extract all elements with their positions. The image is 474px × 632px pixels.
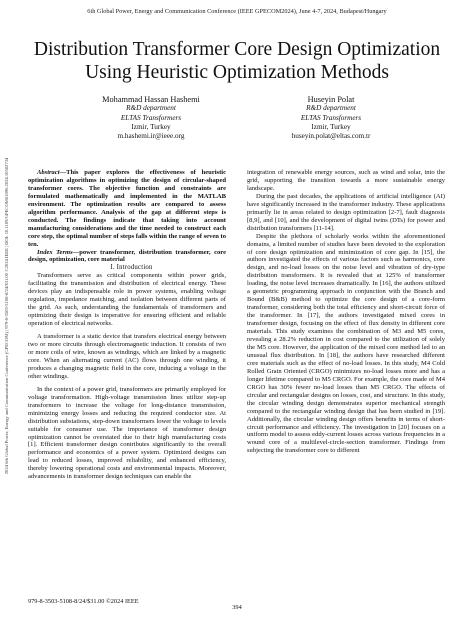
footer-copyright: 979-8-3503-5108-8/24/$31.00 ©2024 IEEE [28, 598, 139, 605]
author-department: R&D department [306, 104, 356, 113]
author-email[interactable]: m.hashemi.ir@ieee.org [117, 132, 185, 141]
abstract-label: Abstract [37, 169, 60, 176]
author-name: Mohammad Hassan Hashemi [102, 95, 200, 104]
side-citation-text: 2024 6th Global Power, Energy and Communication Conference (GPECOM) | 979-8-3503-5108-8/24/$31.00 ©2024 IEEE | DOI: 10.1109/GPECOM61896.2024.10582734 [4, 157, 9, 475]
abstract-text: —This paper explores the effectiveness of heuristic optimization algorithms in optimizing the design of circular-shaped transformer cores. The objective function and constraints are formulated mathematically and implemented in the MATLAB environment. The optimization results are compared to assess algorithm performance. Analysis of the gap at different steps is conducted. The findings indicate that taking into account manufacturing considerations and the time needed to construct each core step, the optimal number of steps falls within the range of seven to ten. [28, 169, 226, 248]
abstract [28, 169, 226, 249]
left-column [28, 169, 226, 481]
author-name: Huseyin Polat [307, 95, 355, 104]
paragraph: Transformers serve as critical components within power grids, facilitating the transmission and distribution of electrical energy. These devices play an indispensable role in power systems, enabling voltage regulation, impedance matching, and isolation between different parts of the grid. As such, understanding the fundamentals of transformers and optimizing their design is imperative for ensuring efficient and reliable operation of electrical networks. [28, 272, 226, 328]
author-organization: ELTAS Transformers [300, 113, 362, 122]
author-department: R&D department [126, 104, 176, 113]
right-column [247, 169, 445, 455]
index-terms [28, 249, 226, 265]
index-terms-label: Index Terms [37, 248, 73, 256]
paragraph: During the past decades, the applications of artificial intelligence (AI) have significantly increased in the transformer industry. These applications primarily lie in areas related to design optimization [2-7], fault diagnosis [8,9], and [10], and the development of digital twins (DTs) for power and distribution transformers [11-14]. [247, 192, 445, 232]
author-organization: ELTAS Transformers [120, 113, 182, 122]
author-city: Izmir, Turkey [311, 122, 351, 131]
paragraph: A transformer is a static device that transfers electrical energy between two or more circuits through electromagnetic induction. It consists of two or more coils of wire, known as windings, which are linked by a magnetic core. When an alternating current (AC) flows through one winding, it produces a changing magnetic field in the core, inducing a voltage in the other windings. [28, 333, 226, 380]
paragraph: Despite the plethora of scholarly works within the aforementioned domains, a limited number of studies have been devoted to the exploration of core design optimization and minimization of core gap. In [15], the authors investigated the effects of various factors such as harmonics, core design, and no-load losses on the noise level and vibration of dry-type distribution transformers. It is revealed that at 125% of transformer loading, the noise level increases dramatically. In [16], the authors utilized a geometric programming approach in conjunction with the Branch and Bound (B&B) method to optimize the core design of a core-form transformer, considering both the total efficiency and short-circuit force of the transformer. In [17], the authors investigated mixed cores in transformer design, focusing on the effect of flux density in different core materials. This study examines the combination of M3 and M5 cores, revealing a 28.2% reduction in cost compared to the utilization of solely the M5 core. However, the application of the mixed core method led to an unusual flux distribution. In [18], the authors have researched different core materials such as the effect of no-load losses. In this study, M4 Cold Rolled Grain Oriented (CRGO) minimizes no-load losses more and has a longer lifetime compared to M5 CRGO. For example, the core made of M4 CRGO has 30% fewer no-load losses than M5 CRGO. The effects of circular and rectangular designs on losses, cost, and structure. In this study, the circular winding design demonstrates superior mechanical strength compared to the rectangular winding design that has been studied in [19]. Additionally, the circular winding design offers benefits in terms of short-circuit performance and efficiency. The investigation in [20] focuses on a uniform model to assess eddy-current losses across various frequencies in a wound core of a multilevel-circle-section transformer. Findings from subjecting the transformer core to different [247, 232, 445, 455]
paper-title: Distribution Transformer Core Design Optimization Using Heuristic Optimization Methods [33, 39, 441, 83]
side-citation-strip [3, 72, 11, 560]
author-email[interactable]: huseyin.polat@eltas.com.tr [291, 132, 371, 141]
author-city: Izmir, Turkey [131, 122, 171, 131]
author-block-2 [246, 95, 416, 141]
author-block-1 [66, 95, 236, 141]
paragraph: integration of renewable energy sources, such as wind and solar, into the grid, supporting the transition towards a more sustainable energy landscape. [247, 169, 445, 192]
page-number: 394 [232, 604, 242, 611]
paragraph: In the context of a power grid, transformers are primarily employed for voltage transformation. High-voltage transmission lines utilize step-up transformers to increase the voltage for long-distance transmission, minimizing energy losses and reducing the required conductor size. At distribution substations, step-down transformers lower the voltage to levels suitable for consumer use. The importance of transformer design optimization cannot be overstated due to their high manufacturing costs [1]. Efficient transformer design contributes significantly to the overall performance and economics of a power system. Optimized designs can lead to reduced losses, improved reliability, and enhanced efficiency, thereby lowering operational costs and environmental impacts. Moreover, advancements in transformer design techniques can enable the [28, 385, 226, 481]
conference-header: 6th Global Power, Energy and Communication Conference (IEEE GPECOM2024), June 4-7, 2024, Budapest/Hungary [87, 8, 387, 15]
index-terms-text: —power transformer, distribution transformer, core design, optimization, core material [28, 248, 226, 264]
section-heading: I. Introduction [110, 264, 153, 272]
